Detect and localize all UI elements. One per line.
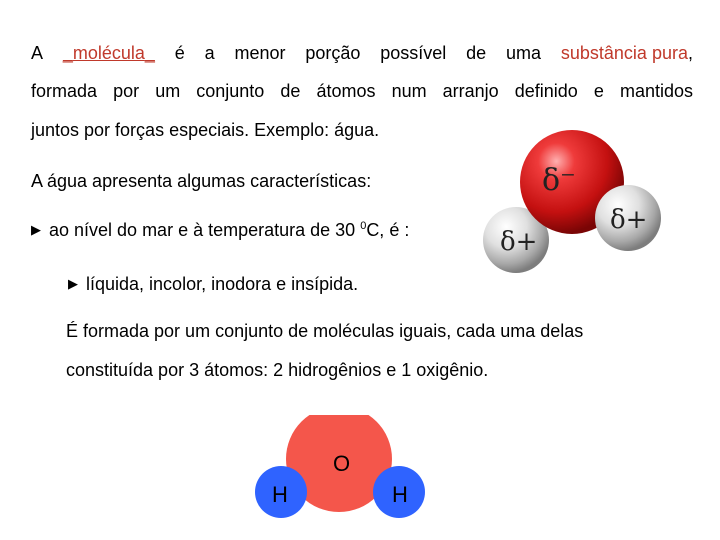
hydrogen-atom-right-3d (595, 185, 661, 251)
paragraph1-line3: juntos por forças especiais. Exemplo: água. (31, 120, 380, 140)
word: conjunto (196, 81, 265, 101)
word: definido (514, 81, 578, 101)
paragraph1-line2 (31, 80, 693, 102)
bullet2-text: líquida, incolor, inodora e insípida. (86, 274, 359, 294)
word: e (593, 81, 604, 101)
delta-plus-right-label: δ+ (610, 205, 648, 235)
hydrogen-left-label: H (272, 482, 288, 507)
word: uma (506, 43, 542, 63)
word: porção (305, 43, 361, 63)
blank-word-molecula: molécula (72, 43, 145, 63)
word: um (155, 81, 181, 101)
bullet1-text-after: C, é : (366, 220, 410, 240)
blank-post: _ (144, 43, 155, 63)
oxygen-label: O (333, 451, 351, 476)
bullet-item-1 (31, 219, 409, 241)
blank-pre: _ (62, 43, 73, 63)
word: átomos (316, 81, 376, 101)
substancia-pura-group (561, 42, 693, 64)
bullet1-superscript: 0 (360, 220, 367, 232)
water-molecule-3d-illustration (480, 130, 670, 280)
water-molecule-diagram (250, 415, 430, 525)
word: de (466, 43, 487, 63)
delta-plus-left-label: δ+ (500, 227, 538, 257)
word-a: A (31, 43, 44, 63)
double-right-triangle-icon: ▶︎ (31, 222, 41, 237)
word: a (204, 43, 215, 63)
word: menor (234, 43, 286, 63)
word: é (174, 43, 185, 63)
word: por (113, 81, 140, 101)
delta-minus-label: δ⁻ (542, 163, 576, 198)
word: de (280, 81, 301, 101)
word: num (391, 81, 427, 101)
characteristics-intro: A água apresenta algumas características: (31, 171, 372, 191)
bullet1-text-before: ao nível do mar e à temperatura de 30 (49, 220, 361, 240)
paragraph1-line1 (31, 42, 693, 64)
paragraph2-line2: constituída por 3 átomos: 2 hidrogênios e 1 oxigênio. (66, 360, 489, 380)
highlight-substancia-pura: substância pura (560, 43, 688, 63)
hydrogen-right-label: H (392, 482, 408, 507)
comma: , (687, 43, 693, 63)
word: possível (380, 43, 447, 63)
word: formada (31, 81, 98, 101)
double-right-triangle-icon: ▶︎ (68, 276, 78, 291)
paragraph2-line1: É formada por um conjunto de moléculas iguais, cada uma delas (66, 321, 584, 341)
bullet-item-2 (68, 273, 358, 295)
fill-in-blank (63, 42, 155, 64)
word: mantidos (619, 81, 693, 101)
word: arranjo (442, 81, 499, 101)
